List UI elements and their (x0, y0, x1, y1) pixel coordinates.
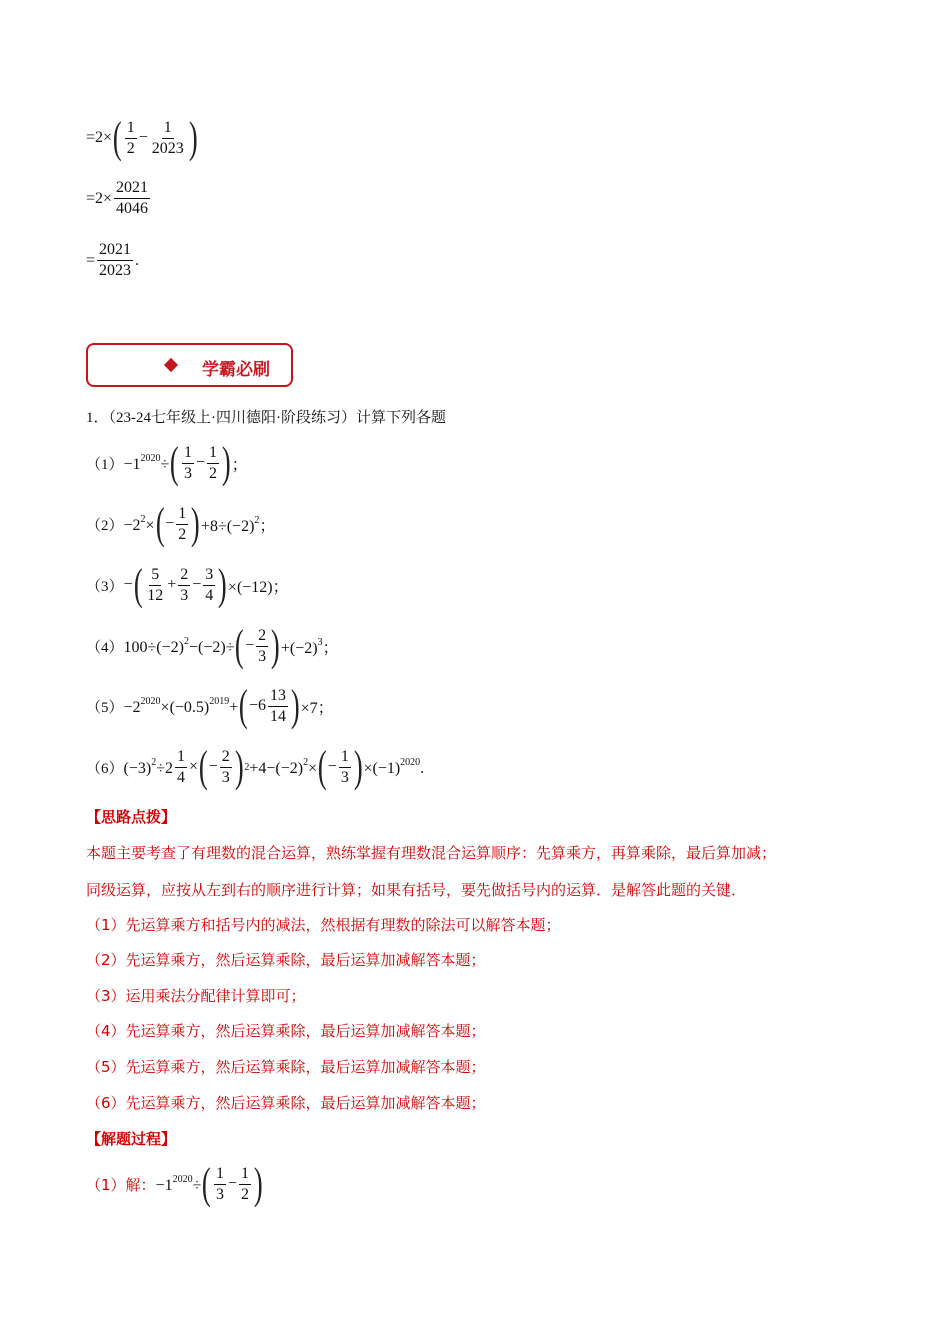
left-paren: ( (112, 113, 122, 162)
hint-paragraph-2: 同级运算，应按从左到右的顺序进行计算；如果有括号，要先做括号内的运算．是解答此题的关键． (86, 881, 747, 899)
problem-header: 1．（23-24七年级上·四川德阳·阶段练习）计算下列各题 (86, 410, 446, 426)
fraction: $\frac{1}{2023}$ (151, 118, 184, 157)
step-line-1: =2× ( $\frac{1}{2}$ − $\frac{1}{2023}$ ) (86, 113, 198, 162)
section-badge (86, 343, 293, 387)
solution-step-1: （1）解： $-1^{2020}\div$ ( $\frac{1}{3}$ − $\frac{1}{2}$ ) (86, 1159, 263, 1208)
problem-item-5: （5） $-2^{2020}\times(-0.5)^{2019}+$ ( −6 $\frac{13}{14}$ ) ×7； (86, 681, 334, 730)
fraction: $\frac{1}{2}$ (126, 118, 135, 157)
step-line-2: =2× $\frac{2021}{4046}$ (86, 179, 149, 217)
problem-item-6: （6） $(-3)^2\div 2$ $\frac{1}{4}$ × ( − $\frac{2}{3}$ ) 2 $+4-(-2)^2\times$ ( − $\frac{1}{3}$ ) $\times(-1)^{2020}$. (86, 742, 425, 791)
hint-step: （2）先运算乘方，然后运算乘除，最后运算加减解答本题； (86, 951, 486, 969)
problem-item-2: （2） $-2^2\times$ ( − $\frac{1}{2}$ ) $+8\div(-2)^2$； (86, 499, 276, 548)
hint-step: （4）先运算乘方，然后运算乘除，最后运算加减解答本题； (86, 1022, 486, 1040)
hint-step: （6）先运算乘方，然后运算乘除，最后运算加减解答本题； (86, 1094, 486, 1112)
step-line-3: = $\frac{2021}{2023}$ . (86, 241, 140, 279)
hint-step: （3）运用乘法分配律计算即可； (86, 987, 306, 1005)
fraction: $\frac{2021}{2023}$ (99, 241, 132, 279)
problem-item-1: （1） $-1^{2020}\div$ ( $\frac{1}{3}$ − $\frac{1}{2}$ ) ； (86, 438, 248, 487)
hint-step: （1）先运算乘方和括号内的减法，然根据有理数的除法可以解答本题； (86, 916, 561, 934)
hint-paragraph-1: 本题主要考查了有理数的混合运算，熟练掌握有理数混合运算顺序：先算乘方，再算乘除，最后算加减； (86, 844, 777, 862)
problem-item-4: （4） $100\div(-2)^2-(-2)\div$ ( − $\frac{2}{3}$ ) $+(-2)^3$； (86, 621, 339, 670)
diamond-icon (164, 358, 178, 372)
section-title: 学霸必刷 (202, 360, 270, 380)
hint-title: 【思路点拨】 (86, 808, 177, 826)
solution-title: 【解题过程】 (86, 1130, 177, 1148)
fraction: $\frac{2021}{4046}$ (116, 179, 149, 217)
right-paren: ) (188, 113, 198, 162)
problem-item-3: （3） − ( $\frac{5}{12}$ + $\frac{2}{3}$ − $\frac{3}{4}$ ) ×(−12)； (86, 560, 289, 609)
hint-step: （5）先运算乘方，然后运算乘除，最后运算加减解答本题； (86, 1058, 486, 1076)
